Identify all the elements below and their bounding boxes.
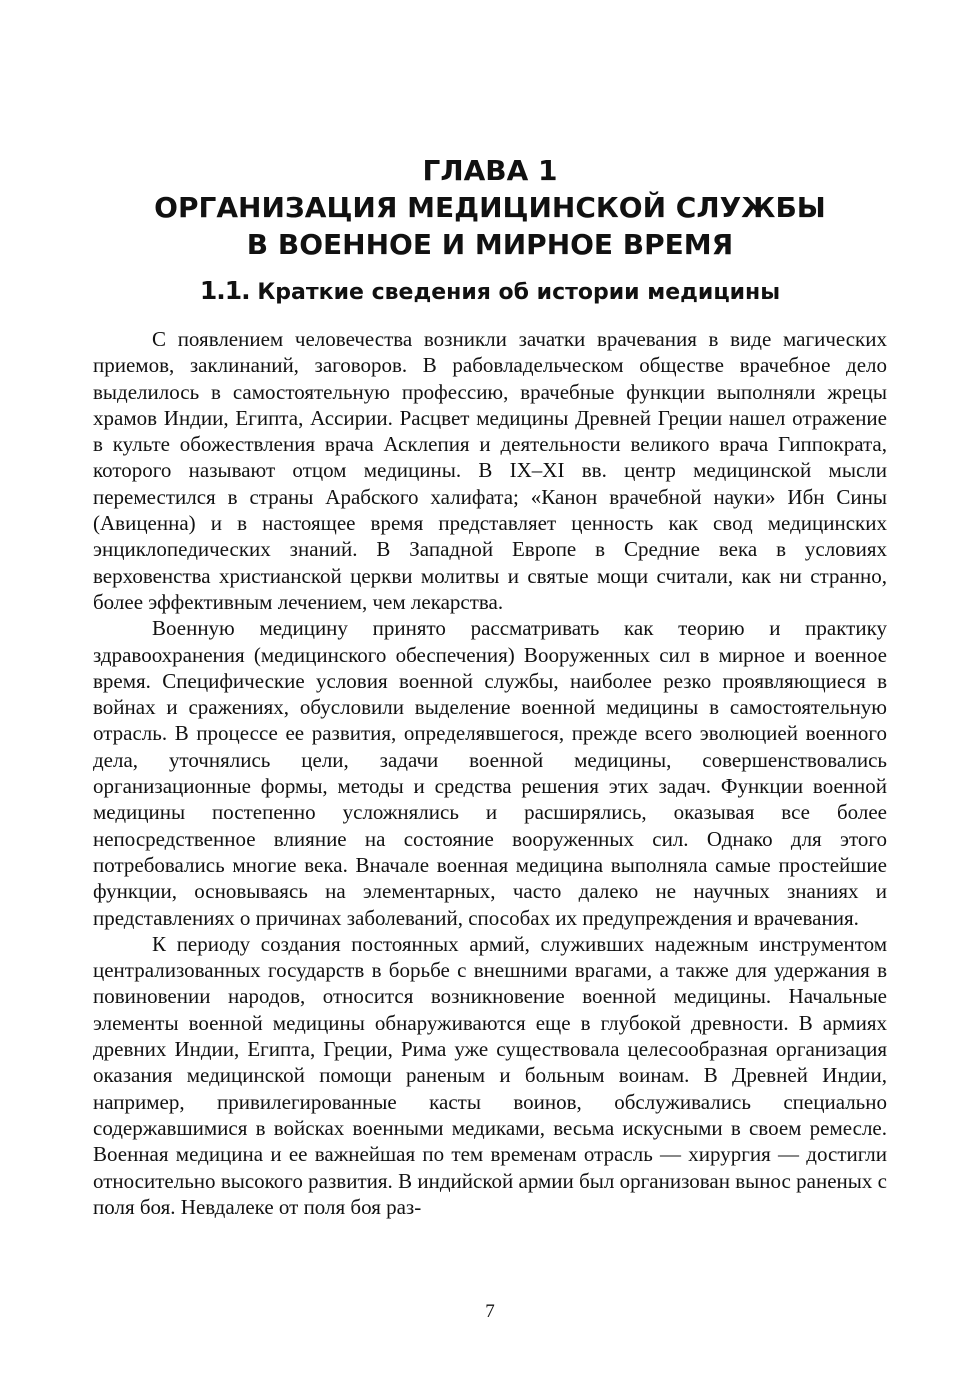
chapter-title-line-1: ОРГАНИЗАЦИЯ МЕДИЦИНСКОЙ СЛУЖБЫ xyxy=(154,191,826,224)
paragraph-3: К периоду создания постоянных армий, служивших надежным инструментом централизованных государств в борьбе с внешними врагами, а также для удержания в повиновении народов, относится возникновение военной медицины. Начальные элементы военной медицины обнаруживаются еще в глубокой древности. В армиях древних Индии, Египта, Греции, Рима уже существовала целесообразная организация оказания медицинской помощи раненым и больным воинам. В Древней Индии, например, привилегированные касты воинов, обслуживались специально содержавшимися в войсках военными медиками, весьма искусными в своем ремесле. Военная медицина и ее важнейшая по тем временам отрасль — хирургия — достигли относительно высокого развития. В индийской армии был организован вынос раненых с поля боя. Невдалеке от поля боя раз- xyxy=(93,931,887,1219)
chapter-label: ГЛАВА 1 xyxy=(422,154,558,187)
section-heading xyxy=(0,273,980,311)
section-title: Краткие сведения об истории медицины xyxy=(257,280,781,305)
body-text xyxy=(93,326,887,1220)
chapter-heading xyxy=(0,152,980,263)
paragraph-1: С появлением человечества возникли зачатки врачевания в виде магических приемов, заклинаний, заговоров. В рабовладельческом обществе врачебное дело выделилось в самостоятельную профессию, врачебные функции выполняли жрецы храмов Индии, Египта, Ассирии. Расцвет медицины Древней Греции нашел отражение в культе обожествления врача Асклепия и деятельности великого врача Гиппократа, которого называют отцом медицины. В IX–XI вв. центр медицинской мысли переместился в страны Арабского халифата; «Канон врачебной науки» Ибн Сины (Авиценна) и в настоящее время представляет ценность как свод медицинских энциклопедических знаний. В Западной Европе в Средние века в условиях верховенства христианской церкви молитвы и святые мощи считали, как ни странно, более эффективным лечением, чем лекарства. xyxy=(93,327,887,614)
page-number: 7 xyxy=(485,1301,495,1322)
paragraph-2: Военную медицину принято рассматривать как теорию и практику здравоохранения (медицинского обеспечения) Вооруженных сил в мирное и военное время. Специфические условия военной службы, наиболее резко проявляющиеся в войнах и сражениях, обусловили выделение военной медицины в самостоятельную отрасль. В процессе ее развития, определявшегося, прежде всего эволюцией военного дела, уточнялись цели, задачи военной медицины, совершенствовались организационные формы, методы и средства решения этих задач. Функции военной медицины постепенно усложнялись и расширялись, оказывая все более непосредственное влияние на состояние вооруженных сил. Однако для этого потребовались многие века. Вначале военная медицина выполняла самые простейшие функции, основываясь на элементарных, часто далеко не научных знаниях и представлениях о причинах заболеваний, способах их предупреждения и врачевания. xyxy=(93,616,887,930)
section-number: 1.1. xyxy=(199,276,250,305)
chapter-title-line-2: В ВОЕННОЕ И МИРНОЕ ВРЕМЯ xyxy=(246,228,734,261)
